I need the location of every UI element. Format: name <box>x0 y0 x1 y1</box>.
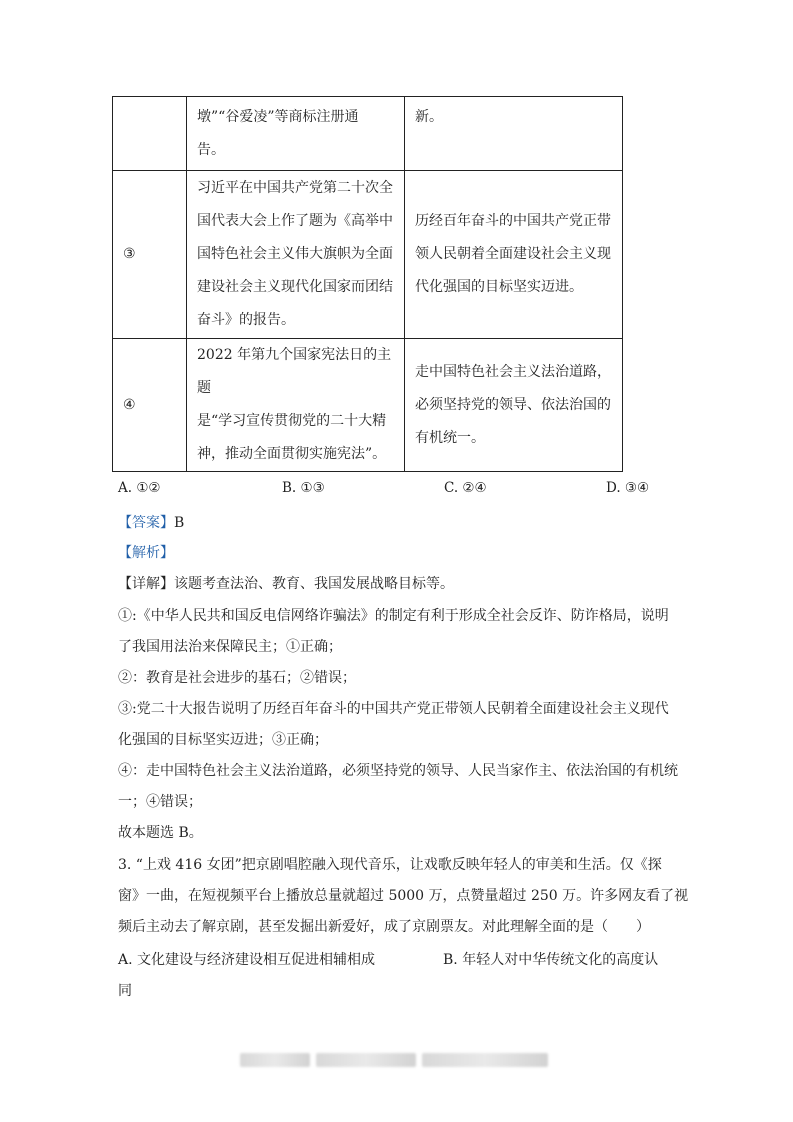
content-line: 是“学习宣传贯彻党的二十大精 <box>197 413 387 429</box>
blurred-text <box>240 1053 310 1067</box>
answer-line <box>118 512 184 532</box>
detail-heading <box>118 573 454 593</box>
row-index <box>113 97 187 171</box>
option-b: B. ①③ <box>282 480 325 496</box>
content-line: 墩”“谷爱凌”等商标注册通 <box>197 108 359 125</box>
content-line: 国代表大会上作了题为《高举中 <box>197 213 393 229</box>
row-analysis <box>405 97 623 171</box>
detail-line: ②：教育是社会进步的基石；②错误； <box>118 670 356 686</box>
table-row <box>113 171 623 339</box>
analysis-tag: 【解析】 <box>118 545 174 561</box>
analysis-line: 代化强国的目标坚实迈进。 <box>415 279 583 295</box>
analysis-heading <box>118 542 174 562</box>
content-line: 奋斗》的报告。 <box>197 312 295 328</box>
content-line: 2022 年第九个国家宪法日的主题 <box>197 347 392 396</box>
analysis-line: 历经百年奋斗的中国共产党正带 <box>415 213 611 229</box>
content-line: 神，推动全面贯彻实施宪法”。 <box>197 446 387 462</box>
row-analysis <box>405 171 623 339</box>
question-3-text: 3. “上戏 416 女团”把京剧唱腔融入现代音乐，让戏歌反映年轻人的审美和生活。仅《探 <box>118 857 662 873</box>
answer-value: B <box>174 515 185 531</box>
question-3-option-b: B. 年轻人对中华传统文化的高度认 <box>443 952 659 968</box>
option-c: C. ②④ <box>444 480 487 496</box>
row-index: ④ <box>113 339 187 472</box>
content-line: 习近平在中国共产党第二十次全 <box>197 180 393 196</box>
detail-line: 一；④错误； <box>118 794 202 810</box>
table-row <box>113 97 623 171</box>
row-content <box>187 97 405 171</box>
detail-line: 化强国的目标坚实迈进；③正确； <box>118 732 328 748</box>
detail-line: ③:党二十大报告说明了历经百年奋斗的中国共产党正带领人民朝着全面建设社会主义现代 <box>118 701 669 717</box>
row-analysis <box>405 339 623 472</box>
analysis-line: 领人民朝着全面建设社会主义现 <box>415 246 611 262</box>
table-row <box>113 339 623 472</box>
option-d: D. ③④ <box>606 480 650 496</box>
row-index: ③ <box>113 171 187 339</box>
detail-line: 了我国用法治来保障民主；①正确； <box>118 639 342 655</box>
question-3-text: 窗》一曲，在短视频平台上播放总量就超过 5000 万，点赞量超过 250 万。许多网友看了视 <box>118 888 689 904</box>
blurred-footer <box>240 1053 555 1069</box>
detail-line: ④：走中国特色社会主义法治道路，必须坚持党的领导、人民当家作主、依法治国的有机统 <box>118 763 678 779</box>
blurred-text <box>316 1053 416 1067</box>
content-line: 建设社会主义现代化国家而团结 <box>197 279 393 295</box>
blurred-text <box>422 1053 548 1067</box>
detail-intro: 该题考查法治、教育、我国发展战略目标等。 <box>174 576 454 592</box>
question-3-option-b-continued: 同 <box>118 983 132 999</box>
question-table <box>112 96 623 472</box>
detail-line: ①:《中华人民共和国反电信网络诈骗法》的制定有利于形成全社会反诈、防诈格局，说明 <box>118 608 669 624</box>
option-a: A. ①② <box>118 480 161 496</box>
answer-tag: 【答案】 <box>118 515 174 531</box>
row-content <box>187 339 405 472</box>
question-3-text: 频后主动去了解京剧，甚至发掘出新爱好，成了京剧票友。对此理解全面的是（ ） <box>118 919 650 935</box>
row-content <box>187 171 405 339</box>
detail-conclusion: 故本题选 B。 <box>118 825 203 841</box>
content-line: 告。 <box>197 141 225 158</box>
content-line: 国特色社会主义伟大旗帜为全面 <box>197 246 393 262</box>
analysis-line: 走中国特色社会主义法治道路， <box>415 363 611 380</box>
analysis-line: 必须坚持党的领导、依法治国的 <box>415 396 611 413</box>
analysis-line: 有机统一。 <box>415 429 485 446</box>
analysis-line: 新。 <box>415 109 443 125</box>
answer-options <box>118 480 698 500</box>
detail-tag: 【详解】 <box>118 576 174 592</box>
question-3-option-a: A. 文化建设与经济建设相互促进相辅相成 <box>118 952 376 968</box>
